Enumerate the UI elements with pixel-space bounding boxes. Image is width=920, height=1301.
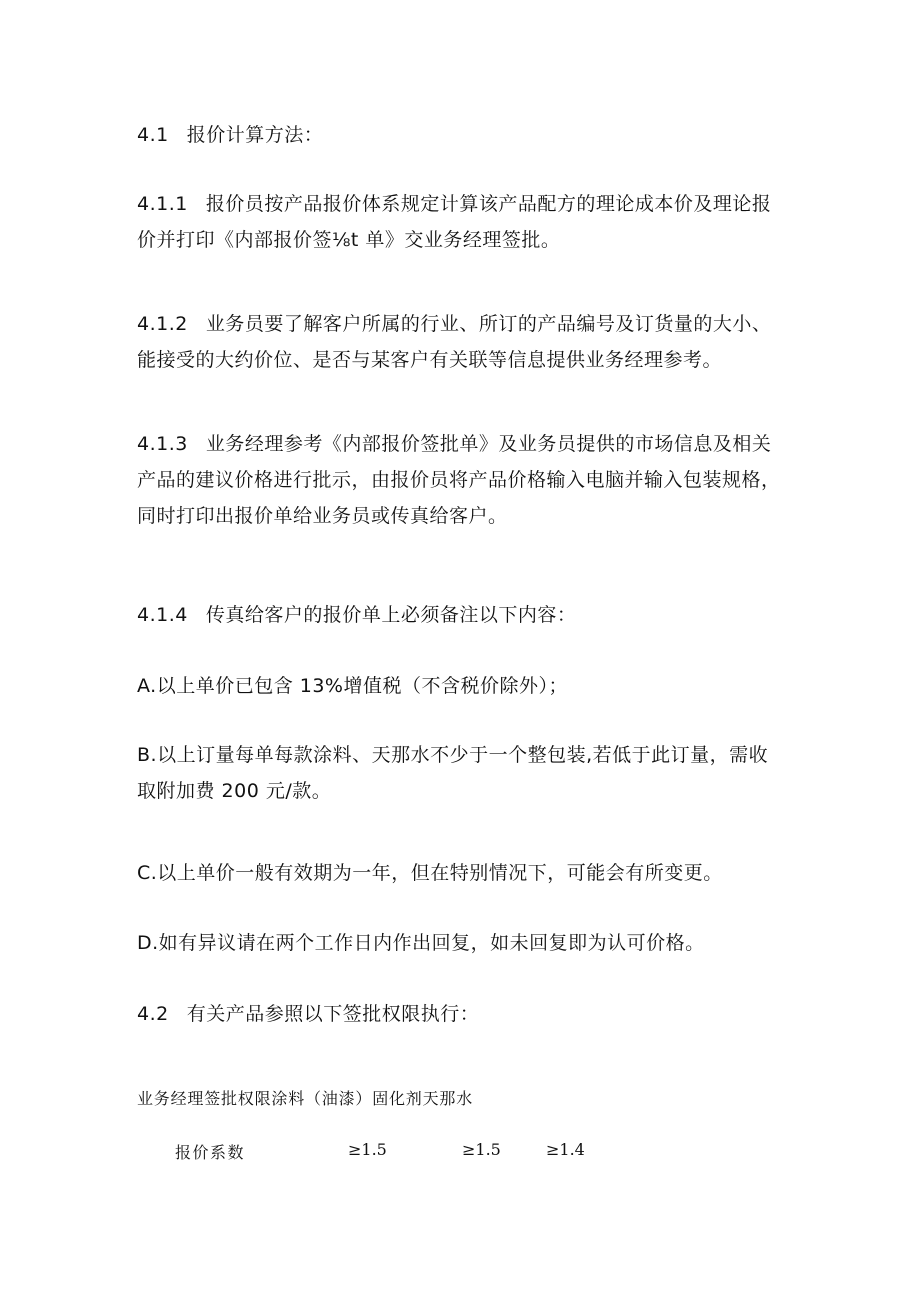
note-text: C.以上单价一般有效期为一年，但在特别情况下，可能会有所变更。 bbox=[137, 862, 723, 884]
section-4-2 bbox=[137, 996, 797, 1032]
paragraph-line: 产品的建议价格进行批示，由报价员将产品价格输入电脑并输入包装规格， bbox=[137, 469, 781, 491]
table-cell: ≥1.5 bbox=[348, 1140, 387, 1159]
paragraph-line: 能接受的大约价位、是否与某客户有关联等信息提供业务经理参考。 bbox=[137, 349, 723, 371]
paragraph-line: 价并打印《内部报价签⅛t 单》交业务经理签批。 bbox=[137, 229, 561, 251]
table-cell: ≥1.4 bbox=[546, 1140, 585, 1159]
paragraph-line: 业务经理参考《内部报价签批单》及业务员提供的市场信息及相关 bbox=[205, 433, 772, 455]
note-c bbox=[137, 855, 797, 891]
section-number: 4.1.3 bbox=[137, 433, 188, 455]
note-text: B.以上订量每单每款涂料、天那水不少于一个整包装,若低于此订量，需收 bbox=[137, 744, 769, 766]
paragraph-line: 报价员按产品报价体系规定计算该产品配方的理论成本价及理论报 bbox=[205, 193, 772, 215]
section-4-1-2 bbox=[137, 306, 797, 378]
section-heading: 有关产品参照以下签批权限执行： bbox=[186, 1003, 480, 1025]
section-number: 4.1 bbox=[137, 124, 169, 146]
section-heading: 传真给客户的报价单上必须备注以下内容： bbox=[205, 604, 577, 626]
section-number: 4.2 bbox=[137, 1003, 169, 1025]
note-b bbox=[137, 737, 797, 809]
note-a bbox=[137, 668, 797, 704]
note-text: D.如有异议请在两个工作日内作出回复，如未回复即为认可价格。 bbox=[137, 932, 705, 954]
paragraph-line: 业务员要了解客户所属的行业、所订的产品编号及订货量的大小、 bbox=[205, 313, 772, 335]
note-text: A.以上单价已包含 13%增值税（不含税价除外）； bbox=[137, 675, 568, 697]
note-d bbox=[137, 925, 797, 961]
section-4-1-3 bbox=[137, 426, 797, 534]
section-4-1 bbox=[137, 117, 797, 153]
section-4-1-1 bbox=[137, 186, 797, 258]
section-number: 4.1.1 bbox=[137, 193, 188, 215]
approval-table-row bbox=[0, 1140, 920, 1164]
row-label: 报价系数 bbox=[175, 1143, 246, 1162]
paragraph-line: 同时打印出报价单给业务员或传真给客户。 bbox=[137, 505, 508, 527]
section-heading: 报价计算方法： bbox=[186, 124, 324, 146]
table-cell: ≥1.5 bbox=[462, 1140, 501, 1159]
section-number: 4.1.4 bbox=[137, 604, 188, 626]
approval-table-caption: 业务经理签批权限涂料（油漆）固化剂天那水 bbox=[137, 1089, 474, 1108]
section-number: 4.1.2 bbox=[137, 313, 188, 335]
note-text: 取附加费 200 元/款。 bbox=[137, 780, 332, 802]
section-4-1-4 bbox=[137, 597, 797, 633]
